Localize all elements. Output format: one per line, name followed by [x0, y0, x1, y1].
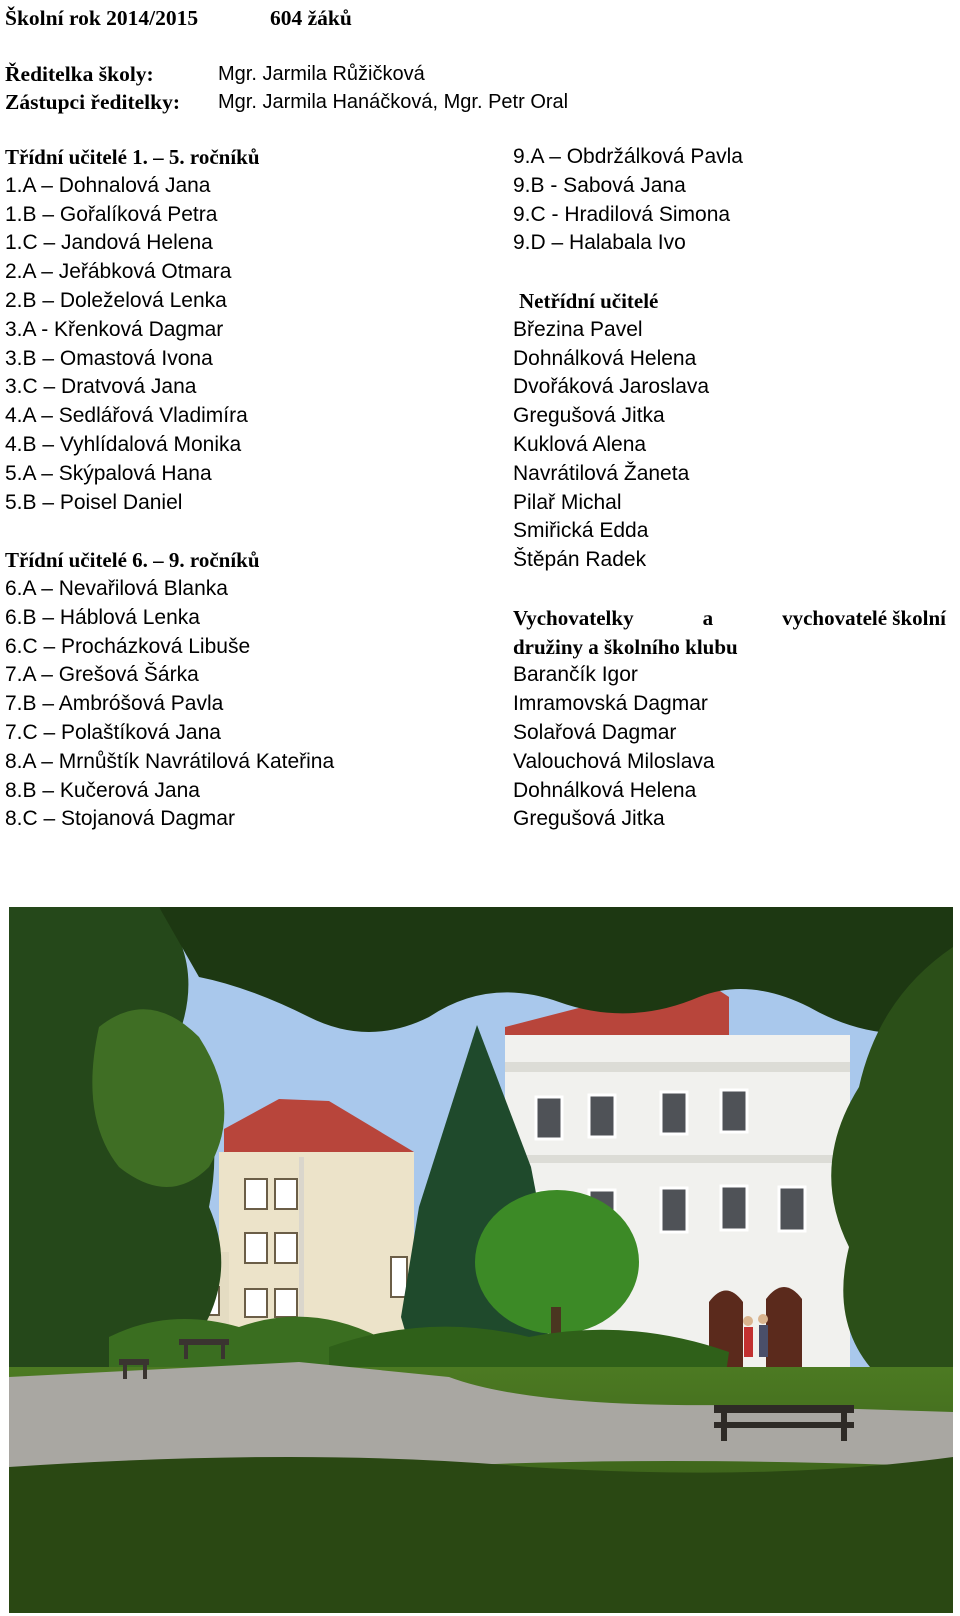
list-item: 7.B – Ambróšová Pavla [5, 692, 224, 716]
pupil-count: 604 žáků [270, 6, 352, 30]
list-item: 7.C – Polaštíková Jana [5, 720, 221, 744]
heading-educators-line2: družiny a školního klubu [513, 634, 738, 659]
list-item: 9.A – Obdržálková Pavla [513, 145, 743, 168]
list-item: 9.D – Halabala Ivo [513, 231, 686, 255]
list-item: Gregušová Jitka [513, 404, 665, 428]
list-item: 3.C – Dratvová Jana [5, 375, 197, 399]
heading-non-class-teachers: Netřídní učitelé [519, 288, 659, 313]
school-year: Školní rok 2014/2015 [5, 6, 199, 30]
list-item: 1.A – Dohnalová Jana [5, 173, 211, 197]
deputies-label: Zástupci ředitelky: [5, 90, 180, 114]
list-item: 6.B – Háblová Lenka [5, 605, 200, 629]
list-item: 2.B – Doleželová Lenka [5, 288, 227, 312]
list-item: Kuklová Alena [513, 432, 647, 456]
heading-class-teachers-6-9: Třídní učitelé 6. – 9. ročníků [5, 548, 260, 573]
director-label: Ředitelka školy: [5, 62, 154, 86]
list-item: 4.A – Sedlářová Vladimíra [5, 404, 248, 428]
left-column [5, 143, 334, 834]
list-item: 5.A – Skýpalová Hana [5, 461, 212, 485]
list-item: 9.C - Hradilová Simona [513, 202, 731, 226]
list-item: 8.A – Mrnůštík Navrátilová Kateřina [5, 749, 335, 773]
list-item: 1.B – Gořalíková Petra [5, 202, 218, 226]
list-item: 3.B – Omastová Ivona [5, 346, 213, 370]
list-item: 4.B – Vyhlídalová Monika [5, 432, 242, 456]
list-item: Gregušová Jitka [513, 807, 665, 831]
path-shadow [9, 1457, 953, 1613]
list-item: Barančík Igor [513, 663, 638, 687]
list-item: Pilař Michal [513, 490, 622, 514]
list-item: 8.C – Stojanová Dagmar [5, 807, 235, 831]
list-item: Březina Pavel [513, 317, 643, 341]
list-item: Dohnálková Helena [513, 346, 697, 370]
list-item: 6.A – Nevařilová Blanka [5, 576, 228, 600]
list-item: Solařová Dagmar [513, 720, 677, 744]
list-item: Dvořáková Jaroslava [513, 375, 710, 399]
list-item: 5.B – Poisel Daniel [5, 490, 183, 514]
deputies-names: Mgr. Jarmila Hanáčková, Mgr. Petr Oral [218, 91, 569, 113]
school-building-photo [9, 907, 953, 1613]
list-item: Smiřická Edda [513, 519, 649, 543]
heading-class-teachers-1-5: Třídní učitelé 1. – 5. ročníků [5, 145, 260, 169]
right-building-cornice [505, 1062, 850, 1072]
list-item: 1.C – Jandová Helena [5, 231, 213, 255]
list-item: 7.A – Grešová Šárka [5, 663, 199, 687]
list-item: 3.A - Křenková Dagmar [5, 317, 224, 341]
heading-educators [513, 604, 946, 633]
list-item: Štěpán Radek [513, 548, 647, 572]
right-building-cornice [505, 1155, 850, 1163]
list-item: 9.B - Sabová Jana [513, 173, 686, 197]
list-item: 6.C – Procházková Libuše [5, 634, 251, 658]
list-item: Dohnálková Helena [513, 778, 697, 802]
right-column [513, 143, 946, 834]
director-name: Mgr. Jarmila Růžičková [218, 63, 425, 85]
heading-word: a [702, 605, 714, 630]
list-item: Valouchová Miloslava [513, 749, 715, 773]
list-item: 2.A – Jeřábková Otmara [5, 260, 232, 284]
list-item: 8.B – Kučerová Jana [5, 778, 200, 802]
heading-word: vychovatelé školní [782, 605, 946, 630]
list-item: Navrátilová Žaneta [513, 461, 690, 485]
heading-word: Vychovatelky [513, 605, 634, 630]
list-item: Imramovská Dagmar [513, 692, 708, 716]
